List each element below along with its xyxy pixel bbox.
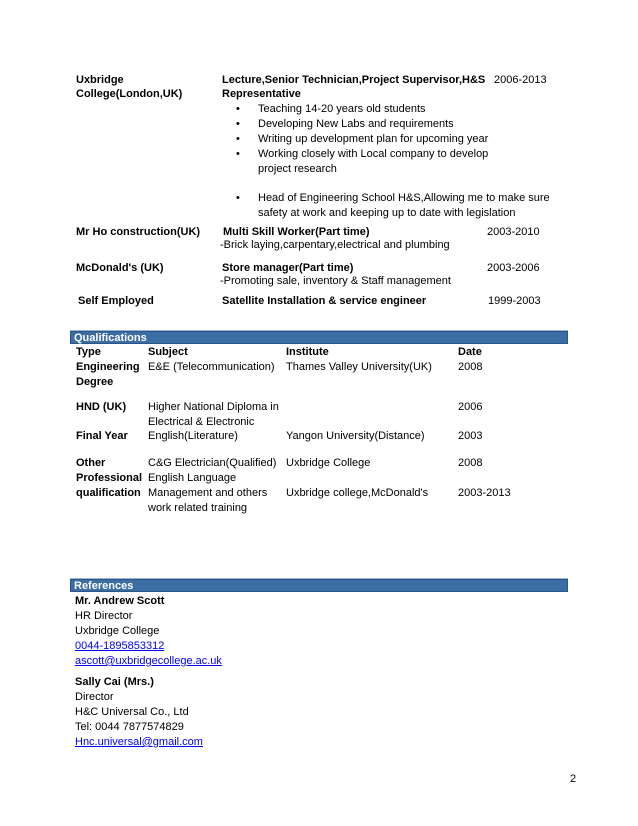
- duty-text: Teaching 14-20 years old students: [258, 103, 426, 115]
- qual-subject-line: English Language: [148, 472, 237, 484]
- reference-andrew-scott: [75, 594, 222, 669]
- duty-text: Writing up development plan for upcoming year: [258, 133, 489, 145]
- reference-email-link[interactable]: ascott@uxbridgecollege.ac.uk: [75, 655, 222, 667]
- employer-mr-ho: Mr Ho construction(UK): [76, 226, 201, 238]
- qualifications-heading: Qualifications: [70, 331, 568, 344]
- qual-type-line: Engineering: [76, 361, 140, 373]
- reference-org: Uxbridge College: [75, 625, 160, 637]
- col-header-date: Date: [458, 346, 482, 358]
- job-detail-mcdonalds: -Promoting sale, inventory & Staff management: [220, 275, 451, 287]
- qual-date: 2003: [458, 430, 483, 442]
- qual-subject: English(Literature): [148, 430, 238, 442]
- qual-type: [76, 456, 142, 501]
- reference-role: HR Director: [75, 610, 133, 622]
- reference-role: Director: [75, 691, 114, 703]
- duty-text-cont: safety at work and keeping up to date with legislation: [258, 207, 516, 219]
- duty-item: [232, 191, 550, 221]
- qual-date-line: 2008: [458, 457, 483, 469]
- qual-type-line: Professional: [76, 472, 143, 484]
- job-title-mr-ho: Multi Skill Worker(Part time): [223, 226, 370, 238]
- qual-subject-line: Management and others: [148, 487, 268, 499]
- qual-institute-line: Uxbridge college,McDonald's: [286, 487, 429, 499]
- duty-item: [232, 132, 550, 147]
- reference-phone-link[interactable]: 0044-1895853312: [75, 640, 165, 652]
- employer-self-employed: Self Employed: [78, 295, 154, 307]
- job-title-uxbridge-line1: Lecture,Senior Technician,Project Supervisor,H&S: [222, 74, 486, 86]
- job-dates-self-employed: 1999-2003: [488, 295, 541, 307]
- qual-subject: [148, 456, 276, 516]
- duty-text-cont: project research: [258, 163, 337, 175]
- duty-item: [232, 147, 550, 177]
- reference-org: H&C Universal Co., Ltd: [75, 706, 189, 718]
- qual-type: [76, 360, 140, 390]
- qual-date: [458, 456, 511, 501]
- qual-type-line: Other: [76, 457, 106, 469]
- qual-date: 2006: [458, 401, 483, 413]
- duty-text: Working closely with Local company to develop: [258, 148, 489, 160]
- qual-institute: Thames Valley University(UK): [286, 361, 432, 373]
- qual-institute: Yangon University(Distance): [286, 430, 425, 442]
- employer-uxbridge-line2: College(London,UK): [76, 88, 183, 100]
- references-heading: References: [70, 579, 568, 592]
- uxbridge-duties-list: [232, 102, 550, 221]
- col-header-institute: Institute: [286, 346, 329, 358]
- reference-name: Mr. Andrew Scott: [75, 595, 165, 607]
- qual-date-line: 2003-2013: [458, 487, 511, 499]
- qual-type: Final Year: [76, 430, 128, 442]
- qual-institute-line: Uxbridge College: [286, 457, 371, 469]
- qual-institute: [286, 456, 428, 501]
- qual-institute-spacer: [286, 471, 428, 486]
- reference-name: Sally Cai (Mrs.): [75, 676, 154, 688]
- employer-mcdonalds: McDonald's (UK): [76, 262, 164, 274]
- job-title-self-employed: Satellite Installation & service engineer: [222, 295, 427, 307]
- job-detail-mr-ho: -Brick laying,carpentary,electrical and plumbing: [220, 239, 450, 251]
- employer-uxbridge-line1: Uxbridge: [76, 74, 124, 86]
- reference-phone: Tel: 0044 7877574829: [75, 721, 184, 733]
- qual-subject-line: C&G Electrician(Qualified): [148, 457, 277, 469]
- qual-type-line: qualification: [76, 487, 141, 499]
- reference-email-link[interactable]: Hnc.universal@gmail.com: [75, 736, 203, 748]
- qual-type: HND (UK): [76, 401, 127, 413]
- col-header-subject: Subject: [148, 346, 188, 358]
- job-dates-mr-ho: 2003-2010: [487, 226, 540, 238]
- job-dates-mcdonalds: 2003-2006: [487, 262, 540, 274]
- duty-item: [232, 102, 550, 117]
- qual-subject-line: Electrical & Electronic: [148, 416, 255, 428]
- duty-text: Developing New Labs and requirements: [258, 118, 454, 130]
- qual-subject-line: work related training: [148, 502, 248, 514]
- qual-type-line: Degree: [76, 376, 114, 388]
- job-dates-uxbridge: 2006-2013: [494, 74, 547, 86]
- job-title-uxbridge-line2: Representative: [222, 88, 301, 100]
- qual-subject: E&E (Telecommunication): [148, 361, 275, 373]
- page-number: 2: [570, 773, 577, 785]
- qual-subject-line: Higher National Diploma in: [148, 401, 279, 413]
- reference-sally-cai: [75, 675, 203, 750]
- col-header-type: Type: [76, 346, 101, 358]
- qual-subject: [148, 400, 279, 430]
- qual-date-spacer: [458, 471, 511, 486]
- job-title-mcdonalds: Store manager(Part time): [222, 262, 354, 274]
- duty-item: [232, 117, 550, 132]
- duty-text: Head of Engineering School H&S,Allowing me to make sure: [258, 192, 550, 204]
- qual-date: 2008: [458, 361, 483, 373]
